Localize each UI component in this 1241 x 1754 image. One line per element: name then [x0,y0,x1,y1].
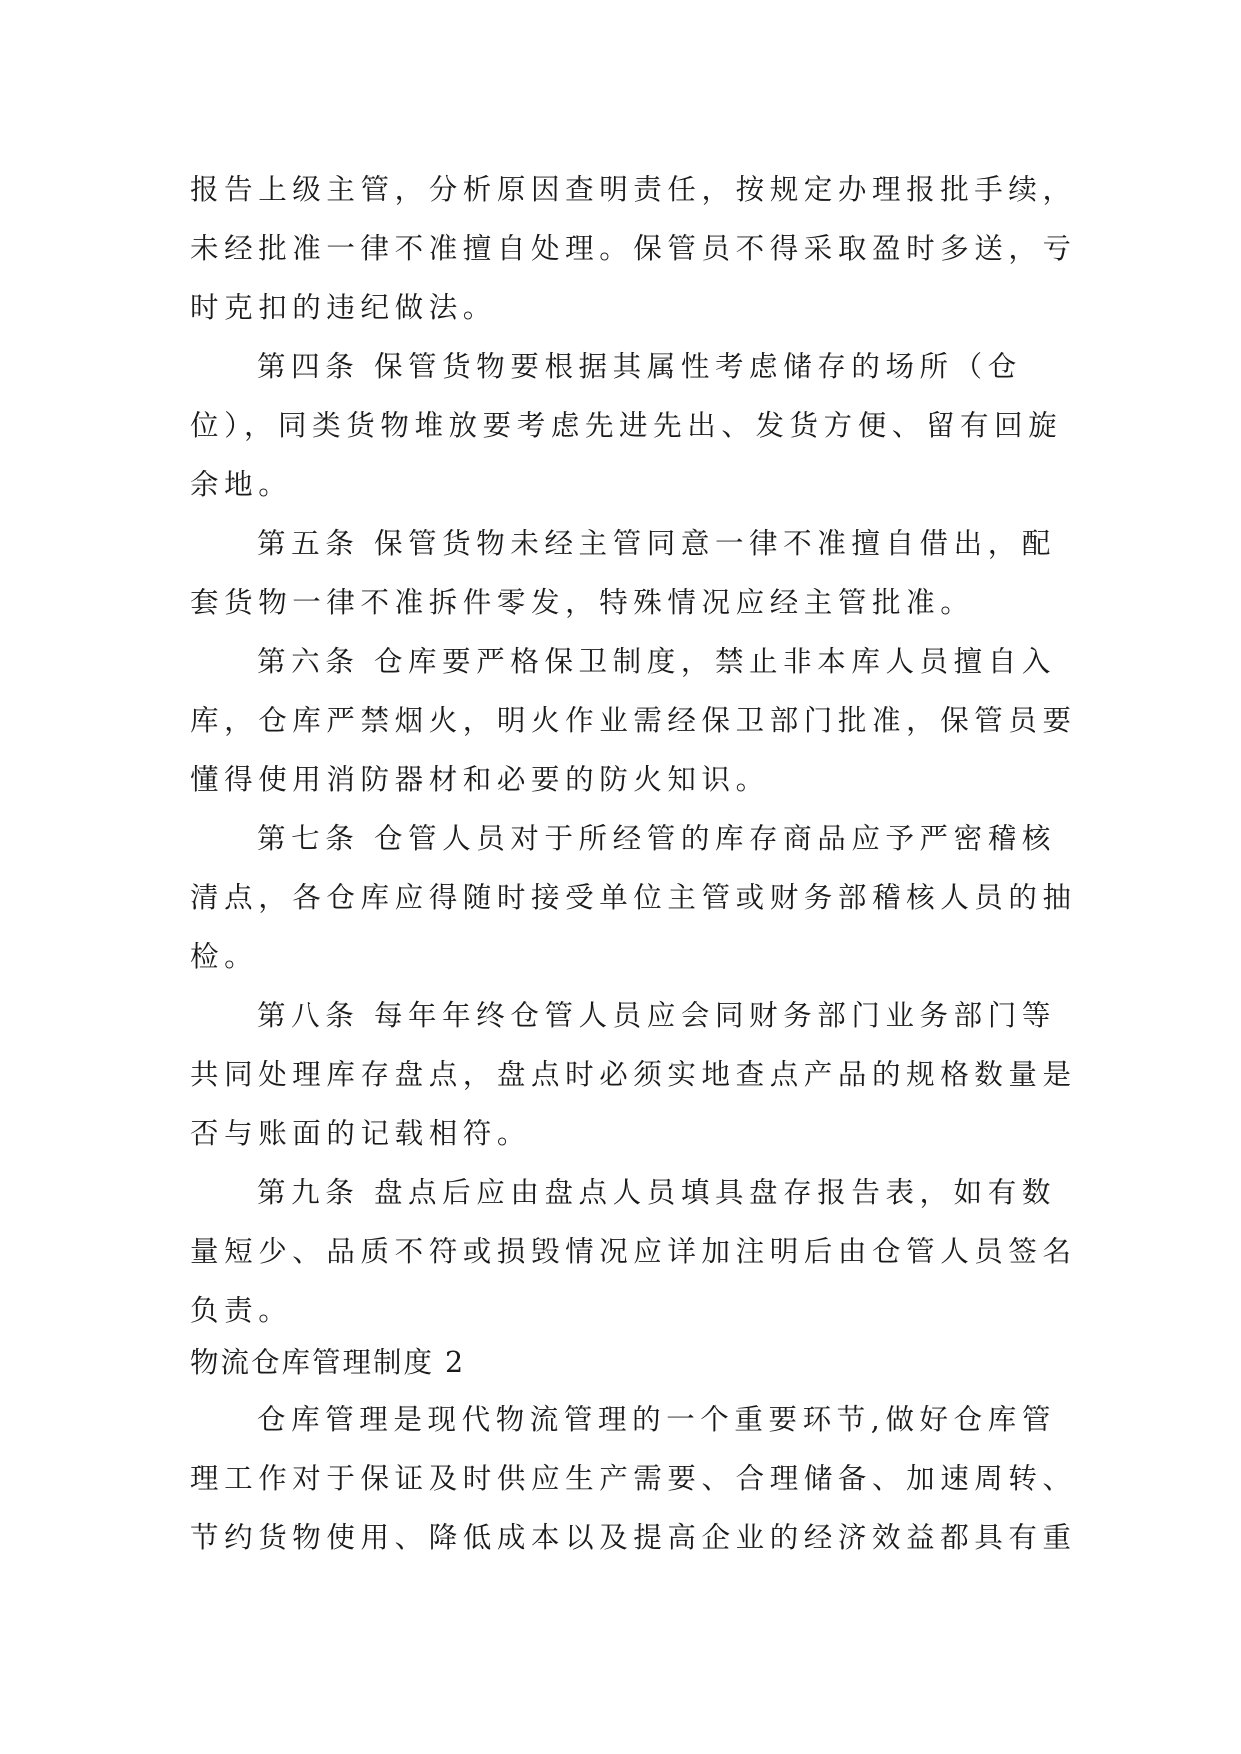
text-line: 余地。 [190,468,293,501]
text-line: 未经批准一律不准擅自处理。保管员不得采取盈时多送，亏 [190,232,1077,265]
text-line: 报告上级主管，分析原因查明责任，按规定办理报批手续， [190,173,1077,206]
article-7-line: 第七条 仓管人员对于所经管的库存商品应予严密稽核 [257,822,1056,855]
text-line: 负责。 [190,1294,293,1327]
text-line: 量短少、品质不符或损毁情况应详加注明后由仓管人员签名 [190,1235,1077,1268]
text-line: 否与账面的记载相符。 [190,1117,532,1150]
text-line: 时克扣的违纪做法。 [190,291,497,324]
text-line: 清点，各仓库应得随时接受单位主管或财务部稽核人员的抽 [190,881,1077,914]
article-8-line: 第八条 每年年终仓管人员应会同财务部门业务部门等 [257,999,1056,1032]
text-line: 懂得使用消防器材和必要的防火知识。 [190,763,770,796]
text-line: 位），同类货物堆放要考虑先进先出、发货方便、留有回旋 [190,409,1063,442]
text-line: 套货物一律不准拆件零发，特殊情况应经主管批准。 [190,586,975,619]
text-line: 节约货物使用、降低成本以及提高企业的经济效益都具有重 [190,1521,1077,1554]
article-5-line: 第五条 保管货物未经主管同意一律不准擅自借出，配 [257,527,1056,560]
section-heading: 物流仓库管理制度 2 [190,1346,466,1379]
text-line: 库，仓库严禁烟火，明火作业需经保卫部门批准，保管员要 [190,704,1077,737]
article-4-line: 第四条 保管货物要根据其属性考虑储存的场所（仓 [257,350,1022,383]
paragraph-line: 仓库管理是现代物流管理的一个重要环节,做好仓库管 [257,1403,1056,1436]
text-line: 检。 [190,940,259,973]
text-line: 共同处理库存盘点，盘点时必须实地查点产品的规格数量是 [190,1058,1077,1091]
text-line: 理工作对于保证及时供应生产需要、合理储备、加速周转、 [190,1462,1077,1495]
article-9-line: 第九条 盘点后应由盘点人员填具盘存报告表，如有数 [257,1176,1056,1209]
article-6-line: 第六条 仓库要严格保卫制度，禁止非本库人员擅自入 [257,645,1056,678]
